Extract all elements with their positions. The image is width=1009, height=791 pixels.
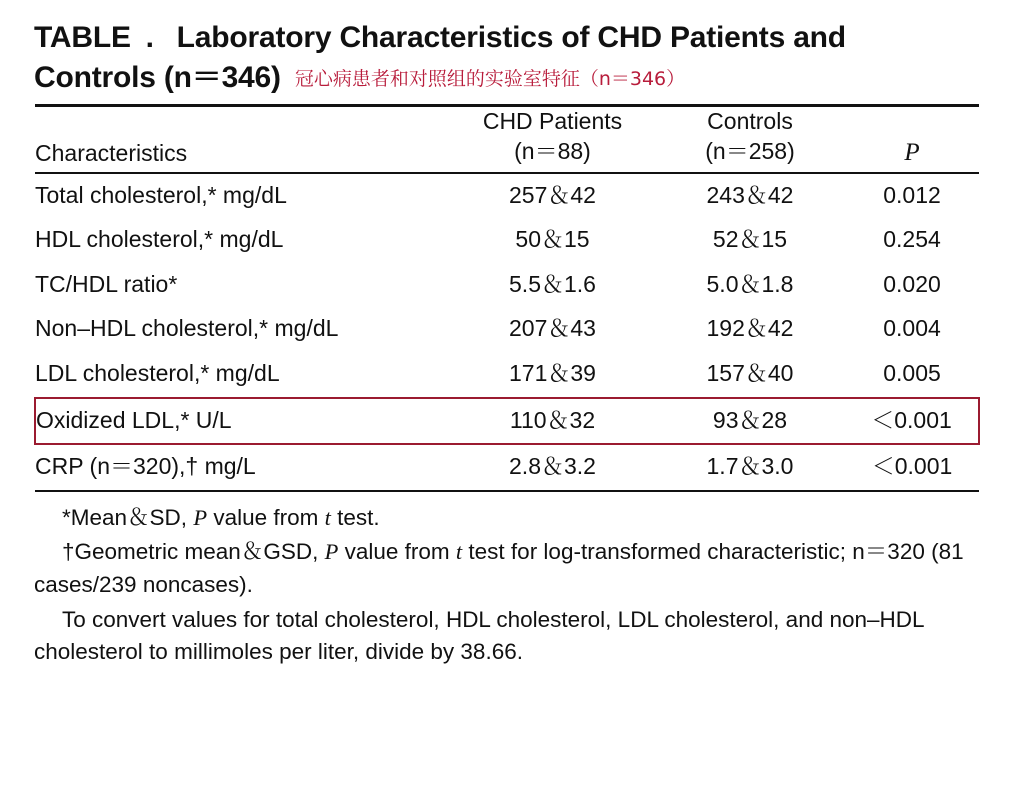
table-row (35, 444, 979, 491)
table-row (35, 263, 979, 308)
footnote-2-part-a: †Geometric mean＆GSD, (62, 539, 325, 565)
row-chd-value: 5.5＆1.6 (509, 270, 596, 297)
footnote-1-part-e: test. (330, 504, 380, 530)
table-header-row (35, 107, 979, 173)
column-header-chd-patients (450, 107, 655, 173)
footnote-1-t-italic: t (324, 504, 331, 530)
footnote-1-part-a: *Mean＆SD, (62, 504, 194, 530)
title-line-2: Controls (n＝346) (34, 60, 281, 94)
table-footnotes (34, 502, 978, 669)
row-label: LDL cholesterol,* mg/dL (35, 359, 280, 386)
footnote-2-t-italic: t (455, 539, 463, 565)
row-p-value: 0.005 (883, 359, 941, 386)
footnote-2-part-c: value from (338, 539, 456, 565)
row-p-value: 0.254 (883, 226, 941, 253)
row-controls-value: 243＆42 (706, 181, 794, 208)
row-p-value: ＜0.001 (845, 398, 979, 445)
footnote-2-part-e: test for log-transformed characteristic; n＝320 (81 cases/239 noncases). (34, 539, 964, 597)
row-controls-value: 52＆15 (712, 226, 788, 253)
row-chd-value: 50＆15 (515, 226, 590, 253)
row-controls-value: 192＆42 (706, 315, 794, 342)
row-controls-value: 5.0＆1.8 (706, 270, 794, 297)
column-header-chd-patients-label: CHD Patients (482, 107, 623, 134)
row-label: Total cholesterol,* mg/dL (35, 181, 287, 208)
footnote-1-part-c: value from (207, 504, 325, 530)
footnote-mean-sd (34, 502, 978, 535)
footnote-conversion: To convert values for total cholesterol, HDL cholesterol, LDL cholesterol, and non–HDL cholesterol to millimoles per liter, divide by 38.66. (34, 606, 924, 665)
footnote-geometric-mean (34, 536, 978, 601)
table-row (35, 218, 979, 263)
row-controls-value: 1.7＆3.0 (706, 453, 794, 480)
table-bottom-rule (35, 491, 979, 492)
row-chd-value: 257＆42 (509, 181, 596, 208)
column-header-p-value: P (904, 138, 920, 166)
column-header-controls-n: (n＝258) (705, 137, 795, 164)
row-label: Non–HDL cholesterol,* mg/dL (35, 315, 339, 342)
table-row (35, 352, 979, 398)
page-title (34, 18, 979, 98)
footnote-1-p-italic: P (193, 504, 208, 530)
table-row (35, 307, 979, 352)
row-controls-value: 93＆28 (655, 398, 845, 445)
table-body (35, 174, 979, 492)
row-controls-value: 157＆40 (706, 359, 794, 386)
row-chd-value: 2.8＆3.2 (509, 453, 596, 480)
column-header-controls-label: Controls (707, 107, 793, 134)
row-p-value: 0.020 (883, 270, 941, 297)
row-chd-value: 207＆43 (509, 315, 596, 342)
row-p-value: 0.004 (883, 315, 941, 342)
table-row (35, 174, 979, 219)
title-line-1: TABLE . Laboratory Characteristics of CHD Patients and (34, 21, 846, 54)
row-p-value: ＜0.001 (871, 453, 953, 480)
column-header-controls (655, 107, 845, 173)
row-label: TC/HDL ratio* (35, 270, 178, 297)
row-p-value: 0.012 (883, 181, 941, 208)
title-translation: 冠心病患者和对照组的实验室特征（n＝346） (294, 67, 686, 90)
column-header-characteristics: Characteristics (35, 139, 188, 166)
table-row-highlighted (35, 398, 979, 445)
row-label: Oxidized LDL,* U/L (35, 398, 450, 445)
footnote-2-p-italic: P (324, 539, 339, 565)
row-chd-value: 110＆32 (450, 398, 655, 445)
row-label: HDL cholesterol,* mg/dL (35, 226, 284, 253)
column-header-chd-patients-n: (n＝88) (514, 137, 591, 164)
laboratory-characteristics-table (34, 104, 980, 492)
row-chd-value: 171＆39 (509, 359, 596, 386)
row-label: CRP (n＝320),† mg/L (35, 453, 256, 480)
